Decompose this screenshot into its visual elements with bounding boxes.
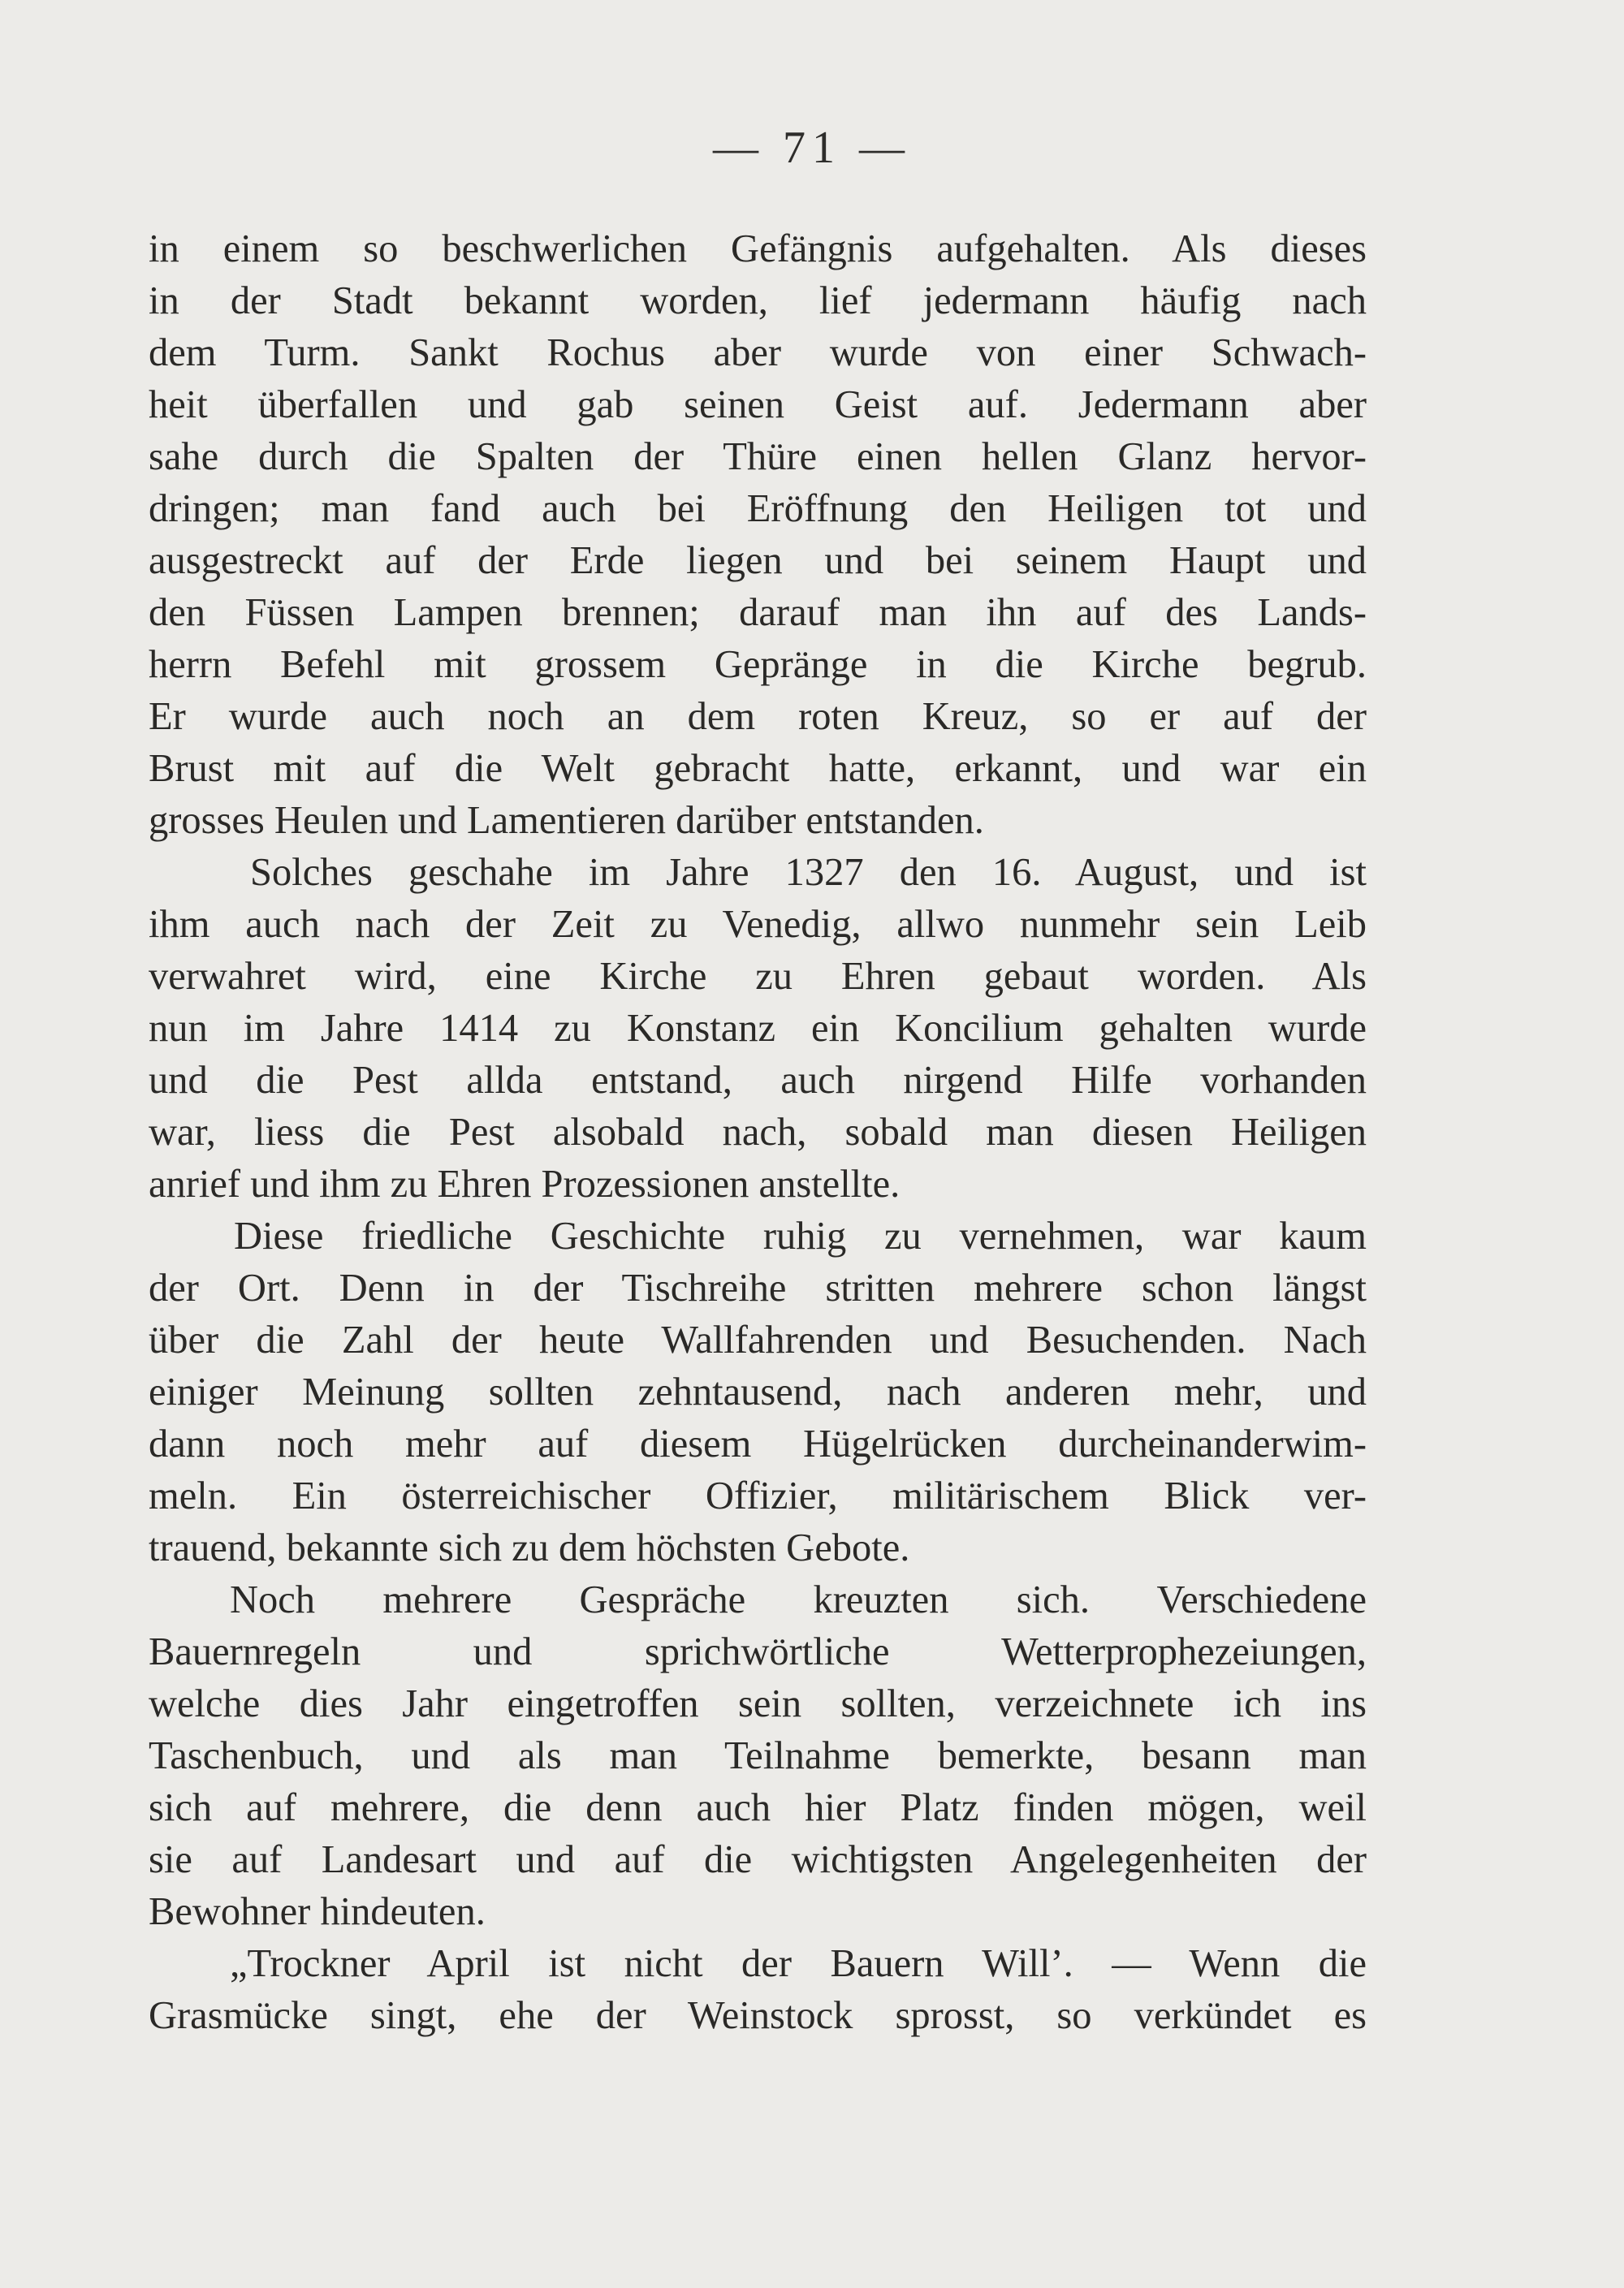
text-line: dann noch mehr auf diesem Hügelrücken durcheinanderwim- [149, 1422, 1367, 1466]
text-line: sich auf mehrere, die denn auch hier Platz finden mögen, weil [149, 1786, 1367, 1829]
text-line: meln. Ein österreichischer Offizier, militärischem Blick ver- [149, 1474, 1367, 1517]
text-line: ausgestreckt auf der Erde liegen und bei seinem Haupt und [149, 539, 1367, 582]
text-line: Er wurde auch noch an dem roten Kreuz, so er auf der [149, 695, 1367, 738]
text-line: der Ort. Denn in der Tischreihe stritten mehrere schon längst [149, 1267, 1367, 1310]
text-line: verwahret wird, eine Kirche zu Ehren gebaut worden. Als [149, 955, 1367, 998]
text-line: anrief und ihm zu Ehren Prozessionen anstellte. [149, 1163, 901, 1206]
text-line: ihm auch nach der Zeit zu Venedig, allwo nunmehr sein Leib [149, 903, 1367, 946]
paragraph-5 [149, 1938, 1367, 2042]
text-line: dringen; man fand auch bei Eröffnung den Heiligen tot und [149, 487, 1367, 530]
text-line: welche dies Jahr eingetroffen sein sollten, verzeichnete ich ins [149, 1682, 1367, 1725]
text-line: den Füssen Lampen brennen; darauf man ihn auf des Lands- [149, 591, 1367, 634]
text-line: Taschenbuch, und als man Teilnahme bemerkte, besann man [149, 1734, 1367, 1777]
text-line: in einem so beschwerlichen Gefängnis aufgehalten. Als dieses [149, 227, 1367, 270]
text-line: einiger Meinung sollten zehntausend, nach anderen mehr, und [149, 1371, 1367, 1414]
text-line: sie auf Landesart und auf die wichtigsten Angelegenheiten der [149, 1838, 1367, 1881]
text-line: war, liess die Pest alsobald nach, sobald man diesen Heiligen [149, 1111, 1367, 1154]
page-number: — 71 — [713, 123, 911, 173]
text-line: nun im Jahre 1414 zu Konstanz ein Koncilium gehalten wurde [149, 1007, 1367, 1050]
text-line: Diese friedliche Geschichte ruhig zu vernehmen, war kaum [234, 1215, 1367, 1258]
paragraph-1 [149, 223, 1367, 847]
text-line: und die Pest allda entstand, auch nirgend Hilfe vorhanden [149, 1059, 1367, 1102]
text-line: „Trockner April ist nicht der Bauern Will’. — Wenn die [230, 1942, 1367, 1985]
paragraph-3 [149, 1211, 1367, 1574]
text-line: heit überfallen und gab seinen Geist auf. Jedermann aber [149, 383, 1367, 426]
text-line: Bewohner hindeuten. [149, 1890, 486, 1933]
text-line: Brust mit auf die Welt gebracht hatte, erkannt, und war ein [149, 747, 1367, 790]
text-line: Bauernregeln und sprichwörtliche Wetterprophezeiungen, [149, 1630, 1367, 1673]
text-line: sahe durch die Spalten der Thüre einen hellen Glanz hervor- [149, 435, 1367, 478]
text-line: Solches geschahe im Jahre 1327 den 16. August, und ist [250, 851, 1367, 894]
paragraph-4 [149, 1574, 1367, 1938]
text-line: trauend, bekannte sich zu dem höchsten Gebote. [149, 1526, 910, 1569]
text-line: Grasmücke singt, ehe der Weinstock sprosst, so verkündet es [149, 1994, 1367, 2037]
text-line: Noch mehrere Gespräche kreuzten sich. Verschiedene [230, 1578, 1367, 1621]
body-text [149, 223, 1367, 2042]
text-line: grosses Heulen und Lamentieren darüber entstanden. [149, 799, 984, 842]
text-line: in der Stadt bekannt worden, lief jedermann häufig nach [149, 279, 1367, 322]
text-line: dem Turm. Sankt Rochus aber wurde von einer Schwach- [149, 331, 1367, 374]
text-line: über die Zahl der heute Wallfahrenden und Besuchenden. Nach [149, 1319, 1367, 1362]
text-line: herrn Befehl mit grossem Gepränge in die Kirche begrub. [149, 643, 1367, 686]
paragraph-2 [149, 847, 1367, 1211]
